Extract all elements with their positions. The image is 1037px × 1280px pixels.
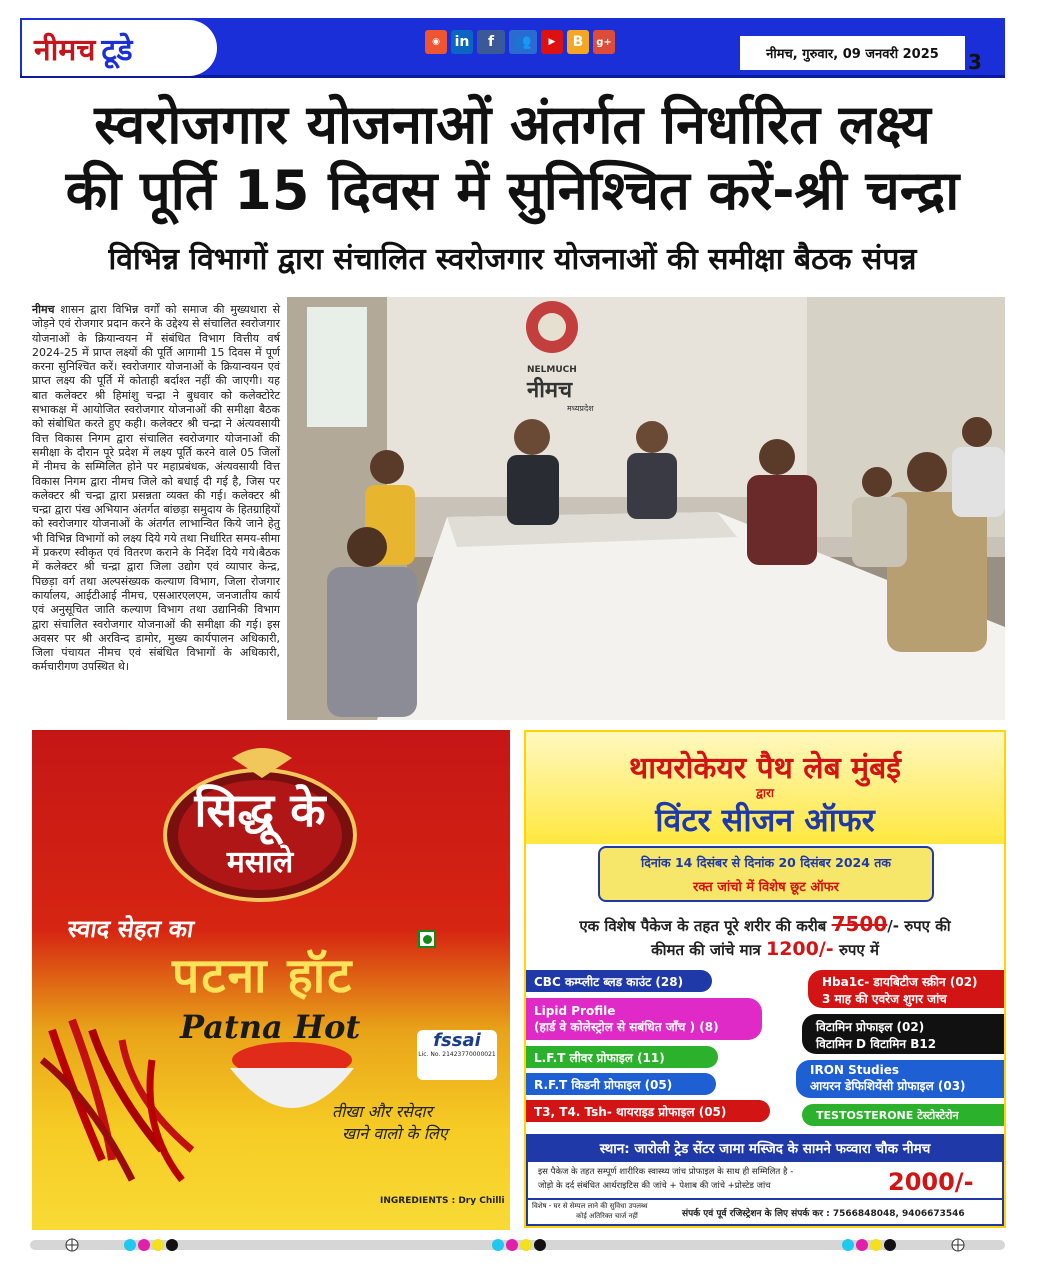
test-lipid-title: Lipid Profile (534, 1003, 616, 1018)
masala-brand-1: सिद्धू के (194, 783, 326, 837)
special-line-1: विशेष - घर से सेम्पल लाने की सुविधा उपलब्ध (532, 1202, 648, 1210)
masthead-name: नीमच (34, 32, 96, 68)
masthead-name-2: टूडे (101, 32, 133, 68)
package-text-2b: रुपए में (838, 941, 879, 959)
package-text-1: एक विशेष पैकेज के तहत पूरे शरीर की करीब (579, 917, 827, 935)
contact-line: संपर्क एवं पूर्व रजिस्ट्रेशन के लिए संपर्क कर : 7566848048, 9406673546 (682, 1209, 965, 1219)
sub-headline: विभिन्न विभागों द्वारा संचालित स्वरोजगार योजनाओं की समीक्षा बैठक संपन्न (108, 242, 917, 277)
offer-dates-2: रक्त जांचो में विशेष छूट ऑफर (693, 880, 839, 895)
group-icon: 👥 (509, 30, 537, 54)
article-text: शासन द्वारा विभिन्न वर्गों को समाज की मुख्यधारा से जोड़ने एवं रोजगार प्रदान करने के उद्देश्य से संचालित स्वरोजगार योजनाओं के क्रियान्वयन में संबंधित विभाग वित्तीय वर्ष 2024-25 में प्राप्त लक्ष्यों की पूर्ति आगामी 15 दिवस में पूर्ण करना सुनिश्चित करें। स्वरोजगार योजनाओं के क्रियान्वयन एवं प्राप्त लक्ष्य की पूर्ति में कोताही बर्दाश्त नहीं की जाएगी। यह बात कलेक्टर श्री हिमांशु चन्द्रा ने बुधवार को कलेक्टोरेट सभाकक्ष में आयोजित स्वरोजगार योजनाओं की समीक्षा बैठक को संबोधित करते हुए कही। कलेक्टर श्री चन्द्रा ने अंत्यवसायी वित्त विकास निगम द्वारा संचालित स्वरोजगार योजनाओं की समीक्षा के दौरान पूरे प्रदेश में लक्ष्य पूर्ति करने वाले 05 जिलों में नीमच के सम्मिलित होने पर महाप्रबंधक, अंत्यवसायी वित्त विकास निगम द्वारा नीमच जिले को बधाई दी गई है, जिस पर कलेक्टर श्री चन्द्रा द्वारा प्रसन्नता व्यक्त की गई। कलेक्टर श्री चन्द्रा द्वारा पंख अभियान अंतर्गत बांछड़ा समुदाय के हितग्राहियों को स्वरोजगार योजनाओं के अंतर्गत लाभान्वित किये जाने हेतु भी विभिन्न विभागों को लक्ष्य दिये गये तथा निर्धारित समय-सीमा में प्रकरण स्वीकृत एवं वितरण कराने के निर्देश दिये गये।बैठक में कलेक्टर श्री चन्द्रा द्वारा जिला उद्योग एवं व्यापार केन्द्र, पिछड़ा वर्ग तथा अल्पसंख्यक कल्याण विभाग, जिला रोजगार कार्यालय, आईटीआई नीमच, एसआरएलएम, जनजातीय कार्य एवं अनुसूचित जाति कल्याण विभाग तथा उद्यानिकी विभाग द्वारा संचालित स्वरोजगार योजनाओं की समीक्षा की गई। इस अवसर पर श्री अरविन्द डामोर, मुख्य कार्यपालन अधिकारी, जिला पंचायत नीमच एवं संबंधित विभागों के अधिकारी, कर्मचारीगण उपस्थित थे। (32, 303, 281, 674)
venue: स्थान: जारोली ट्रेड सेंटर जामा मस्जिद के सामने फव्वारा चौक नीमच (599, 1141, 931, 1157)
test-vitamin-desc: विटामिन D विटामिन B12 (816, 1037, 937, 1051)
blogger-icon: B (567, 30, 589, 54)
test-hba1c-desc: 3 माह की एवरेज शुगर जांच (822, 992, 947, 1006)
article-body (32, 303, 280, 675)
old-price: 7500 (831, 912, 888, 936)
new-price: 1200/- (765, 938, 834, 960)
test-iron-desc: आयरन डेफिशियेंसी प्रोफाइल (03) (810, 1079, 966, 1093)
meeting-photo (287, 297, 1005, 720)
note-line-2: जोड़ो के दर्द संबंधित आर्थराइटिस की जांचे + पेशाब की जांचे +प्रोस्टेड जांच (538, 1181, 771, 1191)
thyrocare-title: थायरोकेयर पैथ लेब मुंबई (629, 751, 901, 786)
offer-dates-1: दिनांक 14 दिसंबर से दिनांक 20 दिसंबर 2024 तक (640, 855, 892, 870)
page-number: 3 (968, 50, 982, 74)
facebook-icon: f (477, 30, 505, 54)
social-icons (425, 30, 615, 54)
photo-logo-sub: मध्यप्रदेश (567, 404, 594, 413)
test-lft: L.F.T लीवर प्रोफाइल (11) (526, 1046, 718, 1068)
test-vitamin-title: विटामिन प्रोफाइल (02) (816, 1020, 925, 1034)
linkedin-icon: in (451, 30, 473, 54)
test-testosterone: TESTOSTERONE टेस्टोस्टेरोन (802, 1104, 1004, 1126)
package-line-1 (526, 912, 1004, 936)
article-dateline: नीमच (32, 303, 55, 316)
package-text-2: कीमत की जांचे मात्र (651, 941, 761, 959)
test-lipid (526, 998, 762, 1040)
photo-logo-hi: नीमच (527, 378, 573, 403)
test-iron (796, 1060, 1004, 1098)
masala-brand-2: मसाले (226, 845, 294, 880)
note-text (538, 1165, 878, 1193)
fssai-badge (417, 1030, 497, 1080)
masthead-logo (22, 20, 217, 76)
test-rft: R.F.T किडनी प्रोफाइल (05) (526, 1073, 716, 1095)
veg-icon (418, 930, 436, 948)
thyrocare-ad (524, 730, 1006, 1228)
test-thyroid: T3, T4. Tsh- थायराइड प्रोफाइल (05) (526, 1100, 770, 1122)
masala-ad (32, 730, 510, 1230)
headline-line-1: स्वरोजगार योजनाओं अंतर्गत निर्धारित लक्ष्य (94, 93, 931, 156)
headline-line-2: की पूर्ति 15 दिवस में सुनिश्चित करें-श्री चन्द्रा (65, 159, 960, 222)
masala-desc-2: खाने वालो के लिए (342, 1124, 448, 1143)
test-iron-title: IRON Studies (810, 1063, 900, 1077)
test-vitamin (802, 1014, 1004, 1054)
youtube-icon: ▶ (541, 30, 563, 54)
masala-ingredients: INGREDIENTS : Dry Chilli (380, 1196, 505, 1206)
test-hba1c (808, 970, 1004, 1008)
main-headline (20, 92, 1005, 224)
package-price: 2000/- (888, 1168, 974, 1196)
test-cbc: CBC कम्प्लीट ब्लड काउंट (28) (526, 970, 712, 992)
offer-dates-box (598, 846, 934, 902)
dateline: नीमच, गुरुवार, 09 जनवरी 2025 (740, 36, 965, 70)
meeting-scene (287, 297, 1005, 720)
masala-product-en: Patna Hot (180, 1008, 361, 1046)
masala-tagline: स्वाद सेहत का (65, 915, 196, 943)
note-line-1: इस पैकेज के तहत सम्पूर्ण शारीरिक स्वास्थ्य जांच प्रोफाइल के साथ ही सम्मिलित है - (538, 1167, 794, 1177)
package-text-1b: /- रुपए की (887, 917, 951, 935)
thyrocare-by: द्वारा (755, 786, 775, 800)
special-line-2: कोई अतिरिक्त चार्ज नहीं (576, 1212, 638, 1220)
thyrocare-offer: विंटर सीजन ऑफर (655, 801, 875, 839)
test-hba1c-title: Hba1c- डायबिटीज स्क्रीन (02) (822, 975, 978, 989)
googleplus-icon: g+ (593, 30, 615, 54)
package-line-2 (526, 938, 1004, 960)
photo-logo-en: NELMUCH (527, 365, 577, 375)
special-note (532, 1201, 682, 1221)
masala-product-hi: पटना हॉट (172, 948, 354, 1004)
fssai-logo: fssai (433, 1030, 481, 1051)
rss-icon: ◉ (425, 30, 447, 54)
print-registration-strip (30, 1238, 1005, 1252)
fssai-license: Lic. No. 21423770000021 (418, 1051, 496, 1058)
test-lipid-desc: (हार्ड वे कोलेस्ट्रोल से सबंधित जाँच ) (8) (534, 1019, 719, 1034)
masala-desc-1: तीखा और रसेदार (332, 1102, 433, 1121)
